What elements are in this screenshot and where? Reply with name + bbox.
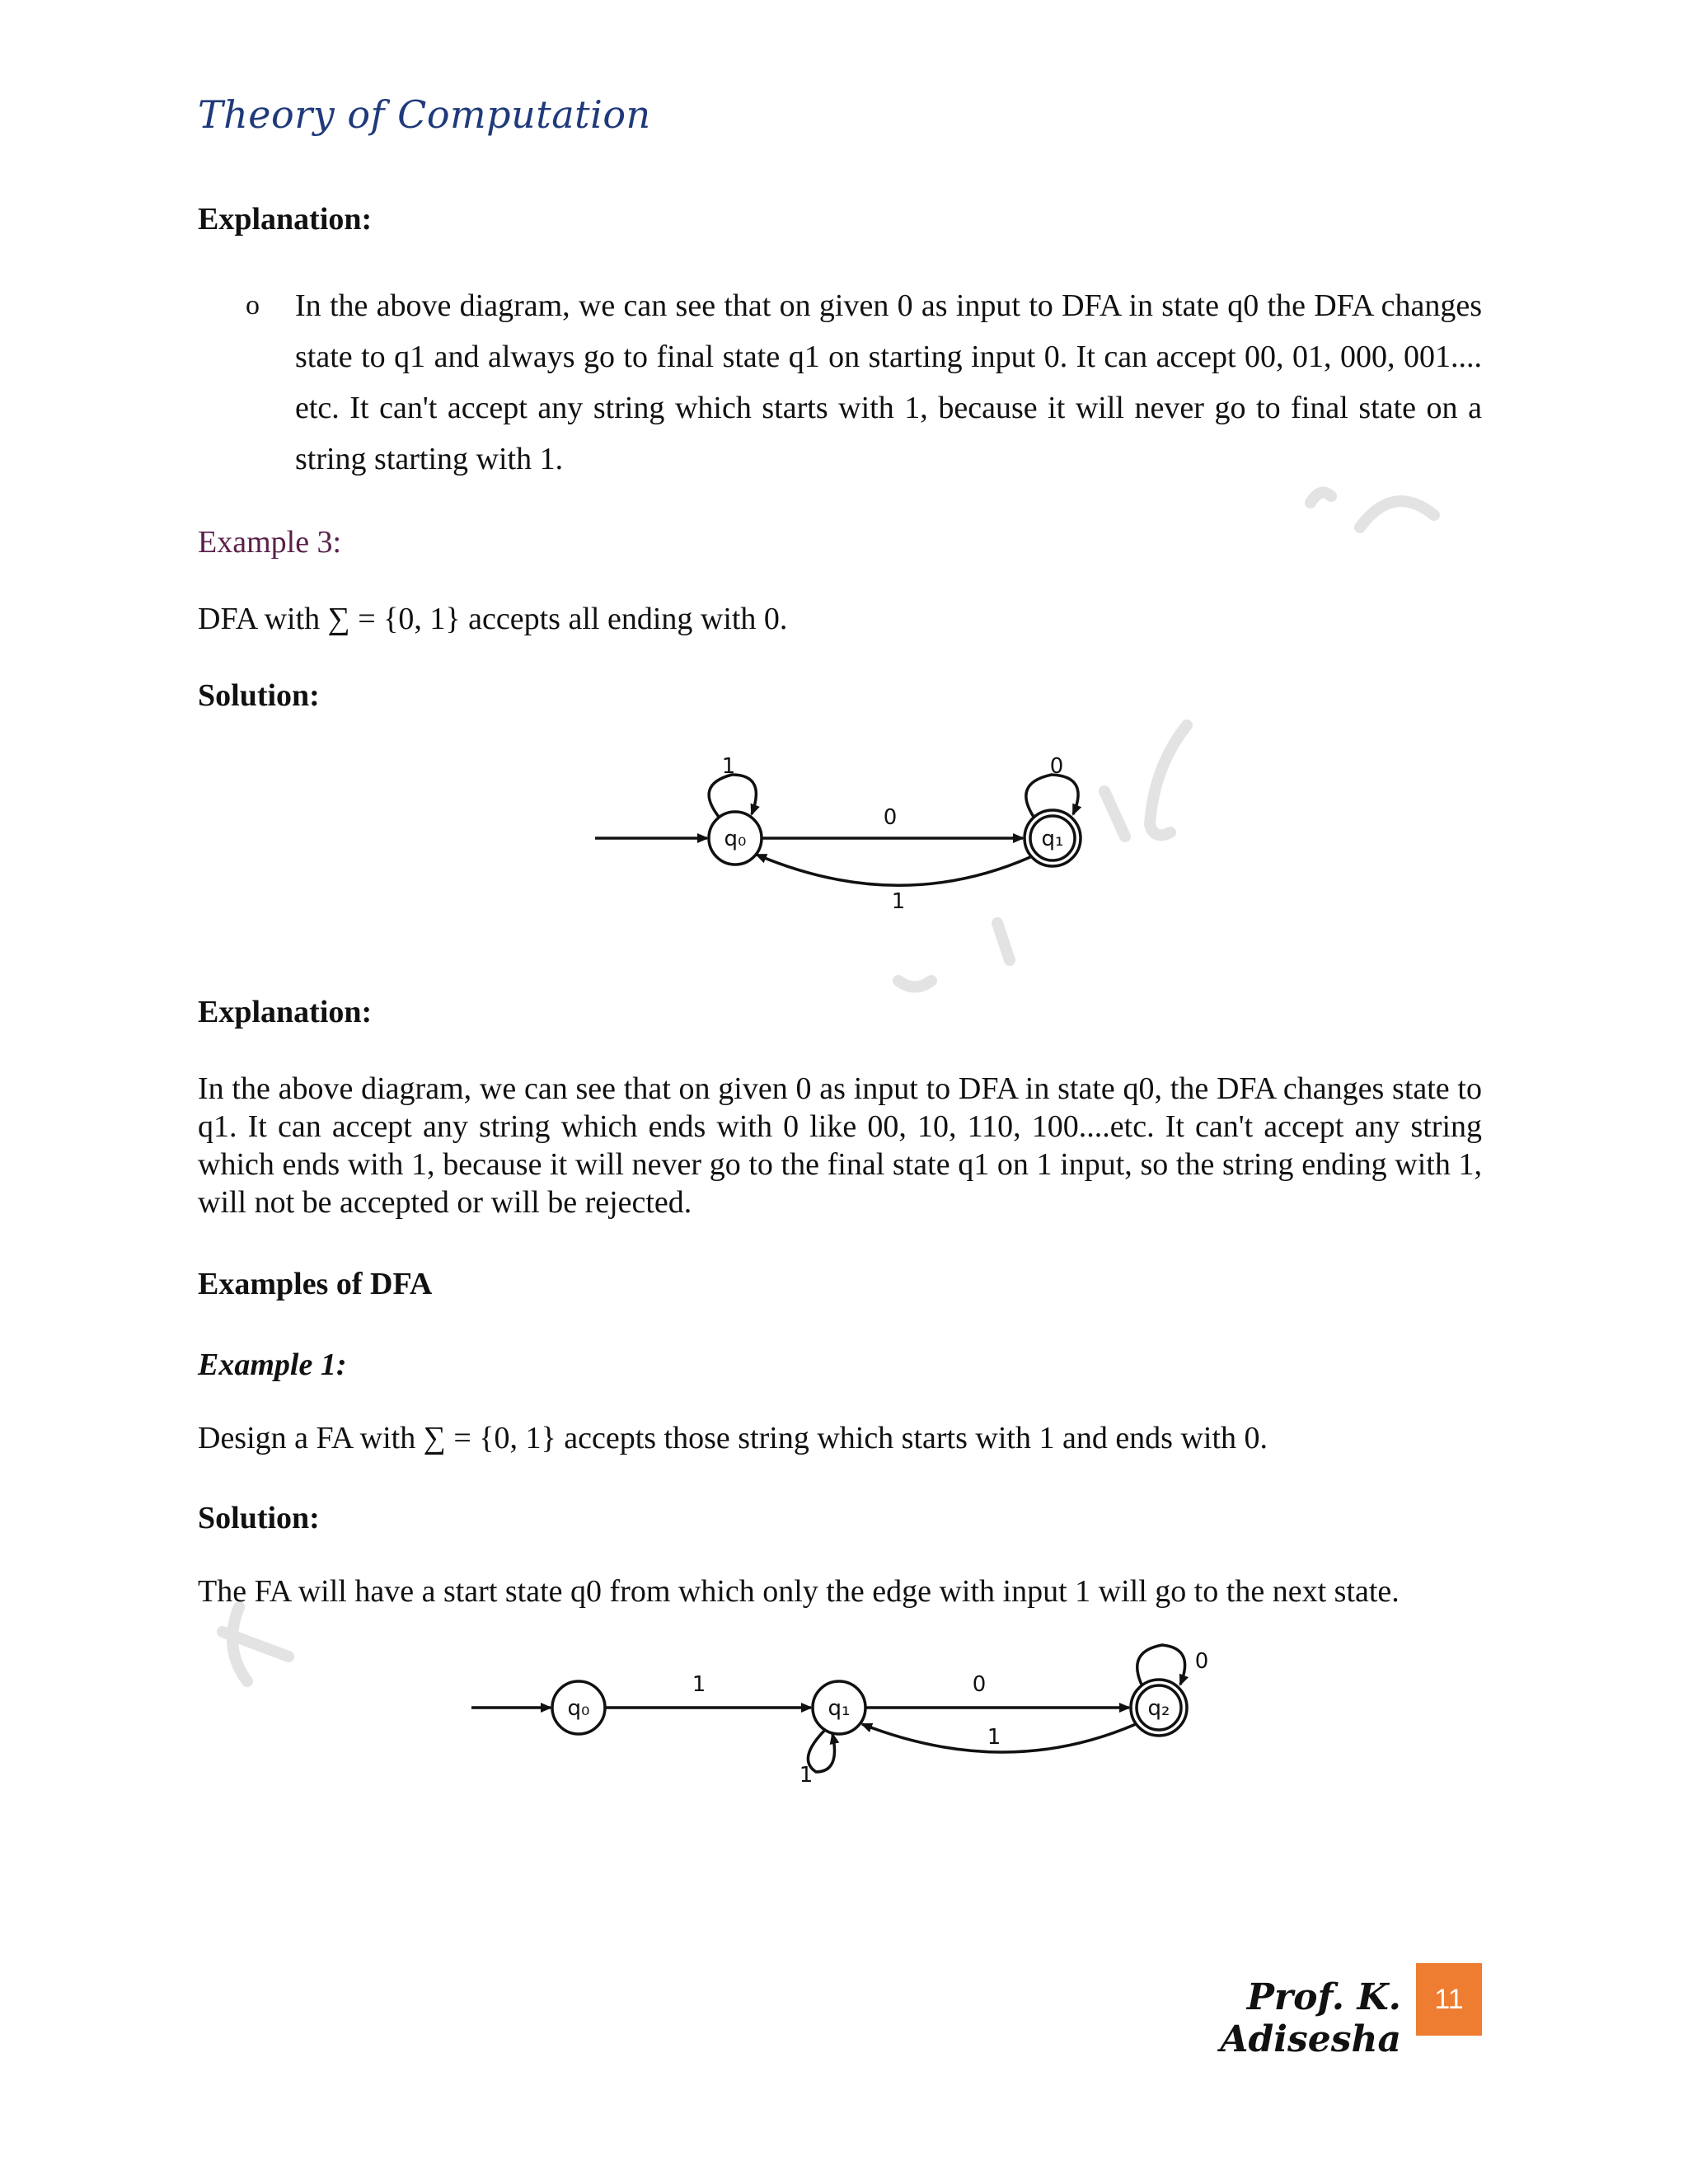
- explanation-text-2: In the above diagram, we can see that on given 0 as input to DFA in state q0, the DFA changes state to q1. It can accept any string which ends with 0 like 00, 10, 110, 100....etc. It can't accept any string which ends with 1, because it will never go to the final state q1 on 1 input, so the string ending with 1, will not be accepted or will be rejected.: [198, 1071, 1482, 1220]
- page-number: 11: [1434, 1983, 1464, 2015]
- explanation-heading-1: Explanation:: [198, 202, 373, 237]
- example-1-statement: Design a FA with ∑ = {0, 1} accepts those string which starts with 1 and ends with 0.: [198, 1421, 1268, 1455]
- label-loop-q1-2: 1: [799, 1763, 814, 1788]
- state-label-q0-2: q₀: [567, 1696, 590, 1721]
- state-label-q0: q₀: [724, 827, 747, 851]
- label-q0-q1: 0: [883, 805, 898, 830]
- example-3-statement: DFA with ∑ = {0, 1} accepts all ending with 0.: [198, 602, 788, 636]
- state-label-q2: q₂: [1147, 1696, 1170, 1721]
- solution-text-2: The FA will have a start state q0 from which only the edge with input 1 will go to the next state.: [198, 1574, 1400, 1609]
- label-loop-q1: 0: [1049, 754, 1064, 779]
- label-q0-q1-2: 1: [692, 1672, 706, 1697]
- header-title: Theory of Computation: [198, 92, 651, 137]
- solution-heading-2: Solution:: [198, 1501, 320, 1535]
- explanation-heading-2: Explanation:: [198, 995, 373, 1029]
- example-3-label: Example 3:: [198, 525, 342, 560]
- label-loop-q0: 1: [721, 754, 736, 779]
- label-q2-q1: 1: [987, 1725, 1001, 1750]
- label-q1-q2: 0: [972, 1672, 987, 1697]
- label-q1-q0: 1: [891, 889, 906, 914]
- state-label-q1: q₁: [1041, 827, 1064, 851]
- footer-author: Prof. K. Adisesha: [1220, 1976, 1401, 2060]
- bullet-marker: o: [246, 290, 260, 321]
- page-number-badge: [1416, 1963, 1482, 2036]
- solution-heading-1: Solution:: [198, 678, 320, 713]
- example-1-label: Example 1:: [198, 1347, 347, 1382]
- label-loop-q2: 0: [1194, 1649, 1209, 1674]
- state-label-q1-2: q₁: [828, 1696, 851, 1721]
- explanation-bullet-text: In the above diagram, we can see that on given 0 as input to DFA in state q0 the DFA changes state to q1 and always go to final state q1 on starting input 0. It can accept 00, 01, 000, 001.... etc. It can't accept any string which starts with 1, because it will never go to final state on a string starting with 1.: [295, 288, 1482, 476]
- examples-of-dfa-heading: Examples of DFA: [198, 1267, 433, 1301]
